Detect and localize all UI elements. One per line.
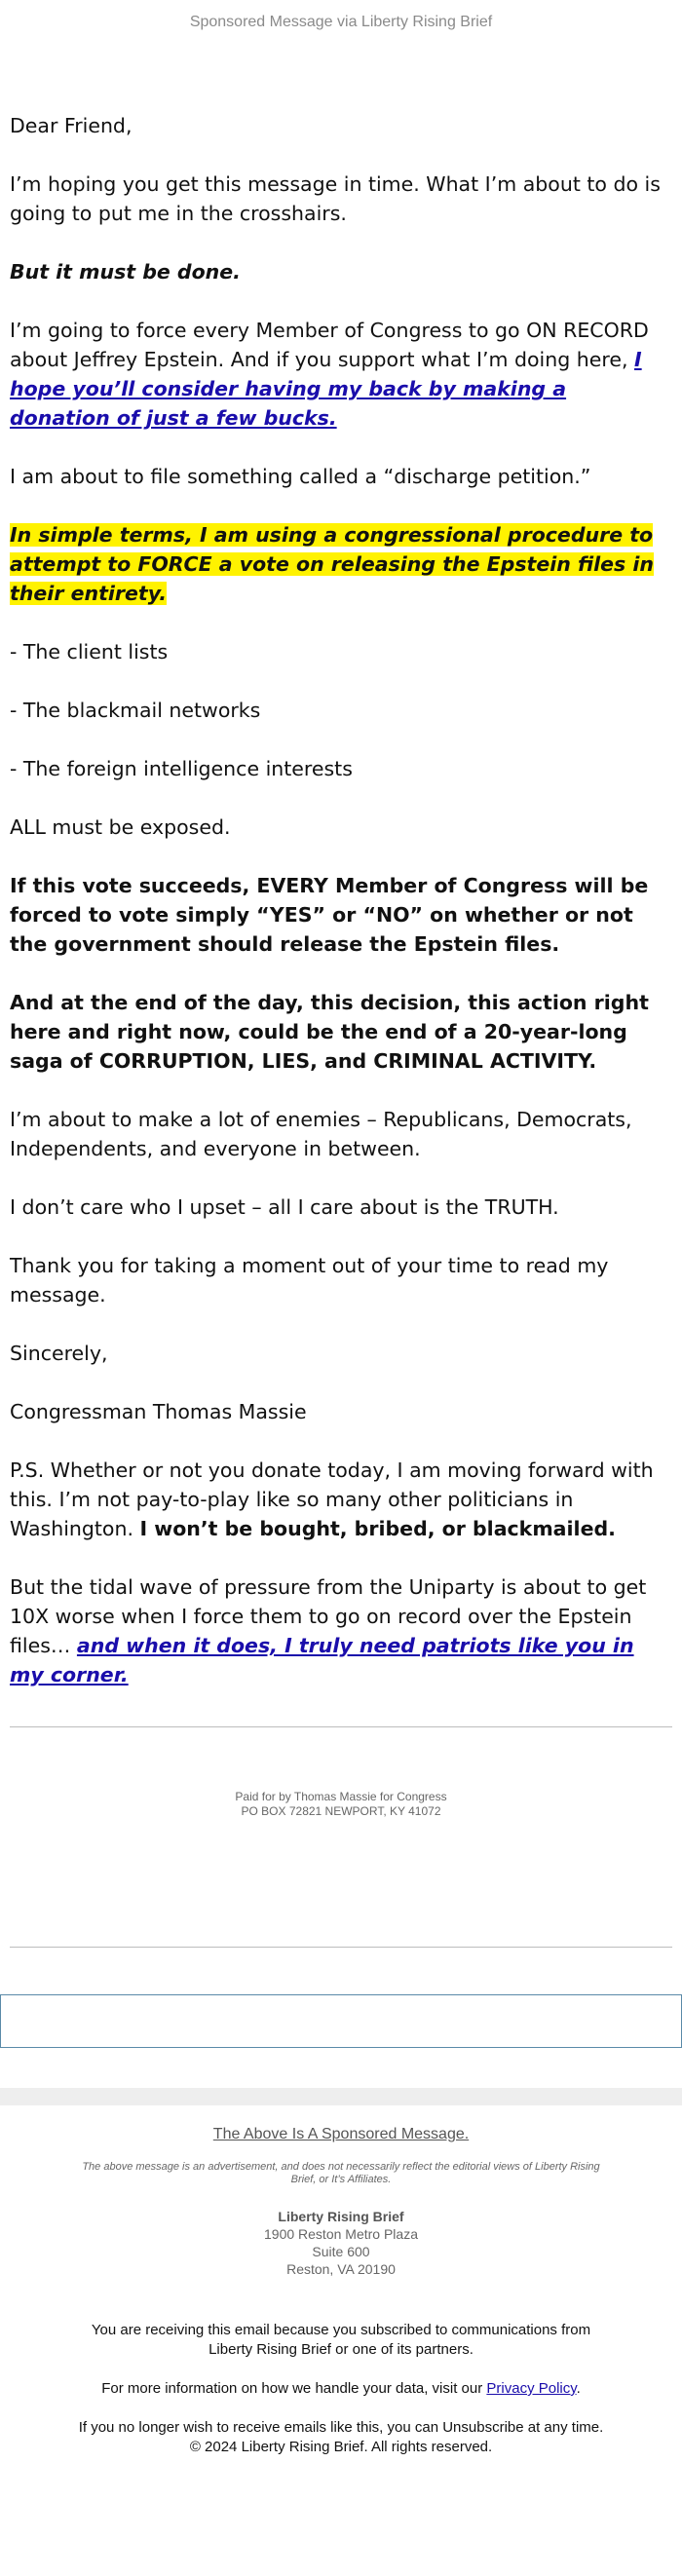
- copyright: © 2024 Liberty Rising Brief. All rights reserved.: [189, 2439, 493, 2455]
- privacy-policy-link[interactable]: Privacy Policy: [486, 2380, 577, 2397]
- donate-link-2[interactable]: and when it does, I truly need patriots like you in my corner.: [10, 1634, 634, 1686]
- ps-bold-text: I won’t be bought, bribed, or blackmailed.: [139, 1517, 616, 1540]
- signature: Congressman Thomas Massie: [10, 1400, 307, 1423]
- letter-body: [10, 111, 663, 1689]
- list-item: - The blackmail networks: [10, 699, 261, 722]
- truth-paragraph: I don’t care who I upset – all I care about is the TRUTH.: [10, 1195, 559, 1219]
- footer-title: The Above Is A Sponsored Message.: [212, 2126, 470, 2142]
- exposed-paragraph: ALL must be exposed.: [10, 815, 231, 839]
- data-info-end: .: [576, 2380, 581, 2397]
- emphasis-paragraph: But it must be done.: [10, 260, 241, 284]
- enemies-paragraph: I’m about to make a lot of enemies – Republicans, Democrats, Independents, and everyone in between.: [10, 1108, 632, 1160]
- divider-top: [10, 1726, 672, 1727]
- divider-bottom: [10, 1947, 672, 1948]
- list-item: - The foreign intelligence interests: [10, 757, 353, 780]
- data-info: [49, 2379, 633, 2399]
- intro-paragraph: I’m hoping you get this message in time. What I’m about to do is going to put me in the crosshairs.: [10, 172, 661, 225]
- ps-text: P.S. Whether or not you donate today, I am moving forward with this. I’m not pay-to-play like so many other politicians in Washington.: [10, 1458, 654, 1540]
- footer-address-line: Suite 600: [312, 2244, 370, 2259]
- highlight-paragraph: [10, 520, 663, 608]
- donation-paragraph-text: I’m going to force every Member of Congress to go ON RECORD about Jeffrey Epstein. And if you support what I’m doing here,: [10, 319, 649, 371]
- paid-for-line: Paid for by Thomas Massie for Congress: [235, 1790, 447, 1803]
- sponsored-header: Sponsored Message via Liberty Rising Brief: [189, 14, 493, 30]
- paid-for-address: PO BOX 72821 NEWPORT, KY 41072: [241, 1804, 441, 1818]
- final-paragraph: [10, 1572, 663, 1689]
- paid-for-disclaimer: [0, 1790, 682, 1819]
- footer: [49, 2124, 633, 2457]
- subscription-note: You are receiving this email because you subscribed to communications from Liberty Rising Brief or one of its partners.: [91, 2322, 591, 2358]
- footer-address: [49, 2208, 633, 2278]
- salutation: Dear Friend,: [10, 114, 133, 137]
- footer-separator-band: [0, 2088, 682, 2105]
- ps-paragraph: [10, 1456, 663, 1543]
- closing: Sincerely,: [10, 1342, 108, 1365]
- footer-address-line: 1900 Reston Metro Plaza: [264, 2226, 418, 2242]
- thanks-paragraph: Thank you for taking a moment out of your time to read my message.: [10, 1254, 609, 1307]
- donate-link-1[interactable]: I hope you’ll consider having my back by making a donation of just a few bucks.: [10, 348, 642, 430]
- corruption-paragraph: And at the end of the day, this decision, this action right here and right now, could be the end of a 20-year-long saga of CORRUPTION, LIES, and CRIMINAL ACTIVITY.: [10, 991, 649, 1073]
- empty-bordered-box: [0, 1994, 682, 2048]
- data-info-text: For more information on how we handle your data, visit our: [101, 2380, 487, 2397]
- discharge-petition-paragraph: I am about to file something called a “discharge petition.”: [10, 465, 591, 488]
- list-item: - The client lists: [10, 640, 169, 663]
- highlighted-text: In simple terms, I am using a congressional procedure to attempt to FORCE a vote on releasing the Epstein files in their entirety.: [10, 523, 655, 605]
- donation-paragraph: [10, 316, 663, 433]
- footer-disclaimer: The above message is an advertisement, and does not necessarily reflect the editorial views of Liberty Rising Brief, or It’s Affiliates.: [82, 2161, 600, 2185]
- final-text: But the tidal wave of pressure from the Uniparty is about to get 10X worse when I force them to go on record over the Epstein files…: [10, 1575, 647, 1657]
- vote-paragraph: If this vote succeeds, EVERY Member of Congress will be forced to vote simply “YES” or “NO” on whether or not the government should release the Epstein files.: [10, 874, 649, 956]
- footer-address-line: Reston, VA 20190: [286, 2261, 396, 2277]
- footer-company: Liberty Rising Brief: [278, 2209, 404, 2224]
- unsubscribe-note: If you no longer wish to receive emails like this, you can Unsubscribe at any time.: [78, 2419, 604, 2436]
